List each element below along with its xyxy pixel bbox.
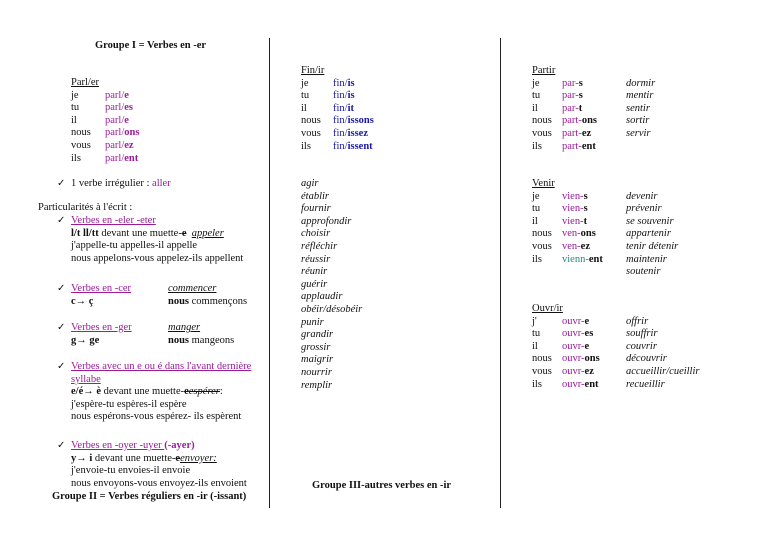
partir-form bbox=[562, 90, 626, 103]
finir-stem: fin/ bbox=[333, 127, 348, 139]
venir-ending: ez bbox=[580, 240, 590, 252]
partir-ending: ons bbox=[581, 115, 598, 127]
ouvrir-form bbox=[562, 341, 626, 354]
check-icon: ✓ bbox=[57, 215, 66, 226]
parler-heading: Parl/er bbox=[71, 77, 99, 88]
parler-form bbox=[105, 102, 149, 115]
finir-ending: issez bbox=[347, 127, 369, 139]
cer-rule: c→ ç bbox=[71, 295, 94, 307]
ouvrir-pronoun: j' bbox=[532, 315, 537, 327]
partir-rows bbox=[532, 78, 716, 154]
parler-stem: parl/ bbox=[105, 152, 125, 164]
e-acc-rule-c: devant une muette- bbox=[101, 386, 185, 398]
parler-stem: parl/ bbox=[105, 139, 125, 151]
ouvrir-table bbox=[532, 303, 716, 391]
ger-title: Verbes en -ger bbox=[71, 322, 132, 333]
parler-pronoun: tu bbox=[71, 102, 80, 114]
venir-related-verb: tenir détenir bbox=[626, 240, 679, 252]
ger-nous: nous bbox=[168, 334, 190, 346]
finir-ending: issons bbox=[347, 115, 374, 127]
e-acc-line2: j'espère-tu espères-il espère bbox=[71, 398, 187, 410]
partir-related-verb: sentir bbox=[626, 102, 650, 114]
partir-pronoun: vous bbox=[532, 127, 552, 139]
oyer-rule bbox=[71, 453, 266, 466]
group2-verb: guérir bbox=[301, 278, 328, 290]
ouvrir-ending: e bbox=[584, 315, 590, 327]
ouvrir-heading: Ouvr/ir bbox=[532, 303, 563, 314]
venir-related-verb: prévenir bbox=[626, 203, 662, 215]
e-acc-rule-a: e/é→ è bbox=[71, 386, 102, 398]
group2-verb: établir bbox=[301, 190, 329, 202]
ger-form: mangeons bbox=[191, 334, 235, 346]
oyer-title-b: (-ayer) bbox=[164, 440, 195, 451]
parler-stem: parl/ bbox=[105, 114, 125, 126]
parler-ending: ez bbox=[124, 139, 134, 151]
group2-verb: réussir bbox=[301, 253, 331, 265]
ger-verb: manger bbox=[168, 322, 201, 333]
partir-related-verb: mentir bbox=[626, 90, 654, 102]
group2-verb: maigrir bbox=[301, 354, 334, 366]
ouvrir-stem: ouvr- bbox=[562, 315, 585, 327]
eler-rule-b: ll/tt bbox=[80, 227, 99, 239]
venir-ending: s bbox=[583, 203, 588, 215]
group1-title: Groupe I = Verbes en -er bbox=[95, 40, 207, 51]
divider-right bbox=[500, 38, 501, 508]
group2-verb: fournir bbox=[301, 203, 331, 215]
venir-related-verb: maintenir bbox=[626, 253, 667, 265]
partir-pronoun: il bbox=[532, 102, 538, 114]
eler-rule-a: l/t bbox=[71, 227, 81, 239]
partir-related-verb: servir bbox=[626, 127, 651, 139]
parler-pronoun: nous bbox=[71, 127, 91, 139]
finir-pronoun: ils bbox=[301, 140, 311, 152]
venir-related-verb: se souvenir bbox=[626, 215, 674, 227]
ouvrir-pronoun: vous bbox=[532, 365, 552, 377]
ouvrir-pronoun: nous bbox=[532, 353, 552, 365]
partir-ending: ez bbox=[581, 127, 592, 139]
parler-table bbox=[71, 77, 149, 165]
e-acc-rule: e/é→ è devant une muette-eespérer: bbox=[71, 386, 223, 398]
check-icon: ✓ bbox=[57, 178, 66, 189]
parler-ending: ons bbox=[124, 127, 140, 139]
finir-ending: issent bbox=[347, 140, 373, 152]
particularites-heading: Particularités à l'écrit : bbox=[38, 202, 133, 213]
partir-ending: s bbox=[578, 90, 583, 102]
oyer-line2: j'envoie-tu envoies-il envoie bbox=[71, 465, 191, 477]
eler-rule-e: e bbox=[181, 227, 187, 239]
ger-example bbox=[168, 322, 234, 347]
venir-pronoun: il bbox=[532, 215, 538, 227]
partir-related-verb: dormir bbox=[626, 77, 656, 89]
irregular-text: 1 verbe irrégulier : bbox=[71, 178, 153, 189]
finir-form bbox=[333, 90, 393, 103]
eler-rule-c: devant une muette- bbox=[98, 227, 182, 239]
partir-related-verb bbox=[626, 141, 716, 154]
partir-pronoun: nous bbox=[532, 115, 552, 127]
group2-verb: réunir bbox=[301, 266, 328, 278]
oyer-line3: nous envoyons-vous envoyez-ils envoient bbox=[71, 477, 247, 489]
eler-example: appeler bbox=[191, 227, 224, 239]
irregular-line bbox=[71, 178, 171, 191]
ouvrir-rows bbox=[532, 316, 716, 392]
cer-verb: commencer bbox=[168, 283, 217, 294]
venir-stem: vien- bbox=[562, 190, 584, 202]
finir-stem: fin/ bbox=[333, 77, 348, 89]
finir-form bbox=[333, 141, 393, 154]
venir-pronoun: nous bbox=[532, 228, 552, 240]
group2-verb: grossir bbox=[301, 341, 331, 353]
e-acc-rule-e: e bbox=[184, 386, 189, 398]
cer-nous: nous bbox=[168, 295, 190, 307]
parler-pronoun: ils bbox=[71, 152, 81, 164]
divider-left bbox=[269, 38, 270, 508]
partir-form bbox=[562, 115, 626, 128]
eler-line3: nous appelons-vous appelez-ils appellent bbox=[71, 252, 244, 264]
venir-form bbox=[562, 203, 626, 216]
finir-pronoun: il bbox=[301, 102, 307, 114]
check-icon: ✓ bbox=[57, 440, 66, 451]
oyer-rule-c: devant une muette- bbox=[92, 452, 176, 464]
venir-spacer bbox=[562, 266, 626, 279]
ouvrir-stem: ouvr- bbox=[562, 378, 585, 390]
parler-pronoun: vous bbox=[71, 139, 91, 151]
venir-stem: ven- bbox=[562, 240, 581, 252]
parler-form bbox=[105, 90, 149, 103]
parler-ending: es bbox=[124, 102, 133, 114]
ouvrir-stem: ouvr- bbox=[562, 328, 585, 340]
partir-form bbox=[562, 128, 626, 141]
finir-rows bbox=[301, 78, 393, 154]
e-acc-section bbox=[71, 361, 266, 424]
ouvrir-form bbox=[562, 366, 626, 379]
partir-stem: part- bbox=[562, 127, 582, 139]
parler-pronoun: il bbox=[71, 114, 77, 126]
finir-pronoun: tu bbox=[301, 90, 310, 102]
parler-form bbox=[105, 115, 149, 128]
oyer-example: envoyer: bbox=[180, 452, 217, 464]
ouvrir-related-verb: recueillir bbox=[626, 378, 665, 390]
partir-form bbox=[562, 103, 626, 116]
oyer-rule-e: e bbox=[175, 452, 181, 464]
partir-stem: par- bbox=[562, 102, 579, 114]
group3-title: Groupe III-autres verbes en -ir bbox=[312, 480, 452, 491]
venir-related-verb: devenir bbox=[626, 190, 658, 202]
venir-stem: vien- bbox=[562, 215, 584, 227]
venir-ending: s bbox=[583, 190, 588, 202]
eler-rule bbox=[71, 228, 266, 241]
venir-form bbox=[562, 241, 626, 254]
ouvrir-ending: ons bbox=[584, 353, 600, 365]
finir-form bbox=[333, 115, 393, 128]
finir-stem: fin/ bbox=[333, 140, 348, 152]
finir-table bbox=[301, 65, 393, 153]
finir-ending: is bbox=[347, 90, 355, 102]
partir-pronoun: je bbox=[532, 77, 540, 89]
finir-pronoun: nous bbox=[301, 115, 321, 127]
group2-verb: agir bbox=[301, 178, 319, 189]
partir-stem: par- bbox=[562, 90, 579, 102]
oyer-title: Verbes en -oyer -uyer bbox=[71, 440, 165, 451]
ouvrir-form bbox=[562, 353, 626, 366]
partir-heading: Partir bbox=[532, 65, 556, 76]
ouvrir-ending: e bbox=[584, 340, 590, 352]
e-acc-example: espérer bbox=[188, 386, 220, 398]
parler-form bbox=[105, 140, 149, 153]
partir-ending: s bbox=[578, 77, 583, 89]
ger-rule: g→ ge bbox=[71, 334, 100, 346]
partir-stem: par- bbox=[562, 77, 579, 89]
group2-verb: grandir bbox=[301, 329, 334, 341]
check-icon: ✓ bbox=[57, 322, 66, 333]
cer-example bbox=[168, 283, 247, 308]
ouvrir-related-verb: accueillir/cueillir bbox=[626, 365, 700, 377]
group2-verb: punir bbox=[301, 316, 324, 328]
parler-stem: parl/ bbox=[105, 127, 125, 139]
venir-form bbox=[562, 228, 626, 241]
finir-pronoun: vous bbox=[301, 127, 321, 139]
partir-related-verb: sortir bbox=[626, 115, 650, 127]
finir-ending: it bbox=[347, 102, 355, 114]
venir-related-verb: appartenir bbox=[626, 228, 671, 240]
ouvrir-pronoun: ils bbox=[532, 378, 542, 390]
finir-heading: Fin/ir bbox=[301, 65, 325, 76]
e-acc-title: Verbes avec un e ou é dans l'avant dernière syllabe bbox=[71, 361, 252, 385]
venir-table bbox=[532, 178, 716, 279]
cer-title: Verbes en -cer bbox=[71, 283, 132, 294]
venir-ending: t bbox=[583, 215, 588, 227]
oyer-rule-a: y→ i bbox=[71, 452, 93, 464]
finir-stem: fin/ bbox=[333, 90, 348, 102]
oyer-section bbox=[71, 440, 266, 490]
group2-title: Groupe II = Verbes réguliers en -ir (-issant) bbox=[52, 491, 247, 502]
venir-form bbox=[562, 254, 626, 267]
check-icon: ✓ bbox=[57, 283, 66, 294]
ouvrir-related-verb: offrir bbox=[626, 315, 649, 327]
group2-verb: nourrir bbox=[301, 366, 332, 378]
ouvrir-stem: ouvr- bbox=[562, 353, 585, 365]
partir-table bbox=[532, 65, 716, 153]
venir-form bbox=[562, 191, 626, 204]
ouvrir-form bbox=[562, 316, 626, 329]
cer-section bbox=[71, 283, 131, 308]
finir-form bbox=[333, 103, 393, 116]
finir-pronoun: je bbox=[301, 77, 309, 89]
group2-verb: remplir bbox=[301, 379, 333, 391]
ger-section bbox=[71, 322, 132, 347]
venir-stem: vien- bbox=[562, 203, 584, 215]
venir-ending: ons bbox=[580, 228, 596, 240]
parler-form bbox=[105, 127, 149, 140]
venir-pronoun: tu bbox=[532, 203, 541, 215]
venir-related-verb: soutenir bbox=[626, 266, 661, 278]
ouvrir-related-verb: souffrir bbox=[626, 328, 658, 340]
partir-stem: part- bbox=[562, 140, 582, 152]
partir-pronoun: ils bbox=[532, 140, 542, 152]
finir-stem: fin/ bbox=[333, 115, 348, 127]
finir-form bbox=[333, 78, 393, 91]
parler-pronoun: je bbox=[71, 89, 79, 101]
venir-pronoun: ils bbox=[532, 253, 542, 265]
parler-stem: parl/ bbox=[105, 89, 125, 101]
partir-ending: ent bbox=[581, 140, 596, 152]
group2-verb: approfondir bbox=[301, 215, 352, 227]
parler-ending: ent bbox=[124, 152, 139, 164]
ouvrir-pronoun: il bbox=[532, 340, 538, 352]
finir-stem: fin/ bbox=[333, 102, 348, 114]
group2-verb-list bbox=[301, 178, 362, 392]
group2-verb: applaudir bbox=[301, 291, 343, 303]
partir-pronoun: tu bbox=[532, 90, 541, 102]
eler-line2: j'appelle-tu appelles-il appelle bbox=[71, 240, 198, 252]
cer-form: commençons bbox=[191, 295, 248, 307]
finir-ending: is bbox=[347, 77, 355, 89]
ouvrir-stem: ouvr- bbox=[562, 365, 585, 377]
ouvrir-pronoun: tu bbox=[532, 328, 541, 340]
e-acc-line3: nous espérons-vous espérez- ils espèrent bbox=[71, 411, 242, 423]
venir-heading: Venir bbox=[532, 178, 555, 189]
venir-pronoun: je bbox=[532, 190, 540, 202]
parler-stem: parl/ bbox=[105, 102, 125, 114]
parler-ending: e bbox=[124, 114, 129, 126]
ouvrir-ending: ent bbox=[584, 378, 599, 390]
eler-section bbox=[71, 215, 266, 265]
venir-ending: ent bbox=[588, 253, 603, 265]
venir-form bbox=[562, 216, 626, 229]
parler-rows bbox=[71, 90, 149, 166]
partir-form bbox=[562, 141, 626, 154]
partir-stem: part- bbox=[562, 115, 582, 127]
finir-form bbox=[333, 128, 393, 141]
eler-title: Verbes en -eler -eter bbox=[71, 215, 156, 226]
ouvrir-related-verb: couvrir bbox=[626, 340, 657, 352]
parler-form bbox=[105, 153, 149, 166]
partir-ending: t bbox=[578, 102, 583, 114]
ouvrir-stem: ouvr- bbox=[562, 340, 585, 352]
venir-stem: ven- bbox=[562, 228, 581, 240]
venir-pronoun: vous bbox=[532, 240, 552, 252]
venir-rows bbox=[532, 191, 716, 279]
venir-spacer bbox=[532, 266, 562, 279]
check-icon: ✓ bbox=[57, 361, 66, 372]
ouvrir-related-verb: découvrir bbox=[626, 353, 667, 365]
ouvrir-form bbox=[562, 328, 626, 341]
group2-verb: réfléchir bbox=[301, 240, 338, 252]
parler-ending: e bbox=[124, 89, 129, 101]
ouvrir-form bbox=[562, 379, 626, 392]
ouvrir-ending: es bbox=[584, 328, 594, 340]
partir-form bbox=[562, 78, 626, 91]
ouvrir-ending: ez bbox=[584, 365, 594, 377]
group2-verb: choisir bbox=[301, 228, 331, 240]
irregular-verb: aller bbox=[152, 178, 171, 189]
group2-verb: obéir/désobéir bbox=[301, 303, 363, 315]
venir-stem: vienn- bbox=[562, 253, 589, 265]
